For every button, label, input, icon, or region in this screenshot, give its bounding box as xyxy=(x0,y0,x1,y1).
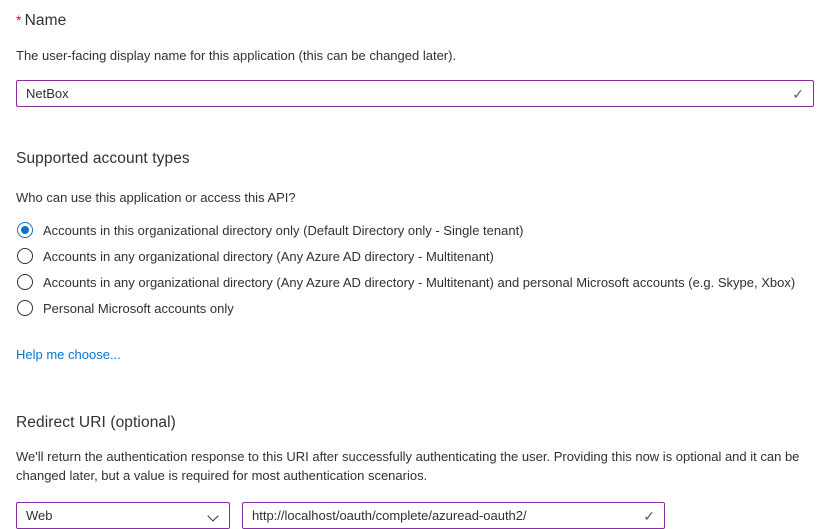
radio-option-label: Accounts in any organizational directory (Any Azure AD directory - Multitenant) and personal Microsoft accounts (e.g. Skype, Xbox) xyxy=(43,274,796,290)
radio-option-multitenant[interactable] xyxy=(16,243,814,269)
chevron-down-icon xyxy=(207,510,218,521)
platform-select-value: Web xyxy=(26,508,53,523)
valid-check-icon: ✓ xyxy=(792,85,804,102)
radio-option-single-tenant[interactable] xyxy=(16,217,814,243)
account-types-section-title: Supported account types xyxy=(16,150,190,167)
radio-option-label: Accounts in any organizational directory (Any Azure AD directory - Multitenant) xyxy=(43,248,494,264)
valid-check-icon: ✓ xyxy=(643,507,655,524)
name-description: The user-facing display name for this application (this can be changed later). xyxy=(16,48,457,63)
radio-unselected-icon xyxy=(17,248,33,264)
radio-option-multitenant-personal[interactable] xyxy=(16,269,814,295)
radio-selected-icon xyxy=(17,222,33,238)
help-me-choose-link[interactable]: Help me choose... xyxy=(16,347,121,362)
name-section-title-text: Name xyxy=(24,12,67,29)
radio-unselected-icon xyxy=(17,274,33,290)
redirect-uri-section-title: Redirect URI (optional) xyxy=(16,414,176,431)
required-asterisk: * xyxy=(16,12,22,28)
account-types-radio-group xyxy=(16,217,814,321)
radio-unselected-icon xyxy=(17,300,33,316)
name-input-container xyxy=(16,80,814,107)
radio-option-label: Personal Microsoft accounts only xyxy=(43,300,234,316)
name-input[interactable] xyxy=(17,81,813,106)
radio-option-label: Accounts in this organizational directory only (Default Directory only - Single tenant) xyxy=(43,222,524,238)
radio-option-personal-only[interactable] xyxy=(16,295,814,321)
redirect-uri-description: We'll return the authentication response to this URI after successfully authenticating the user. Providing this now is optional and it can be changed later, but a value is required for most authentication scenarios. xyxy=(16,449,800,483)
account-types-question: Who can use this application or access this API? xyxy=(16,190,296,205)
name-section-title xyxy=(16,12,814,30)
